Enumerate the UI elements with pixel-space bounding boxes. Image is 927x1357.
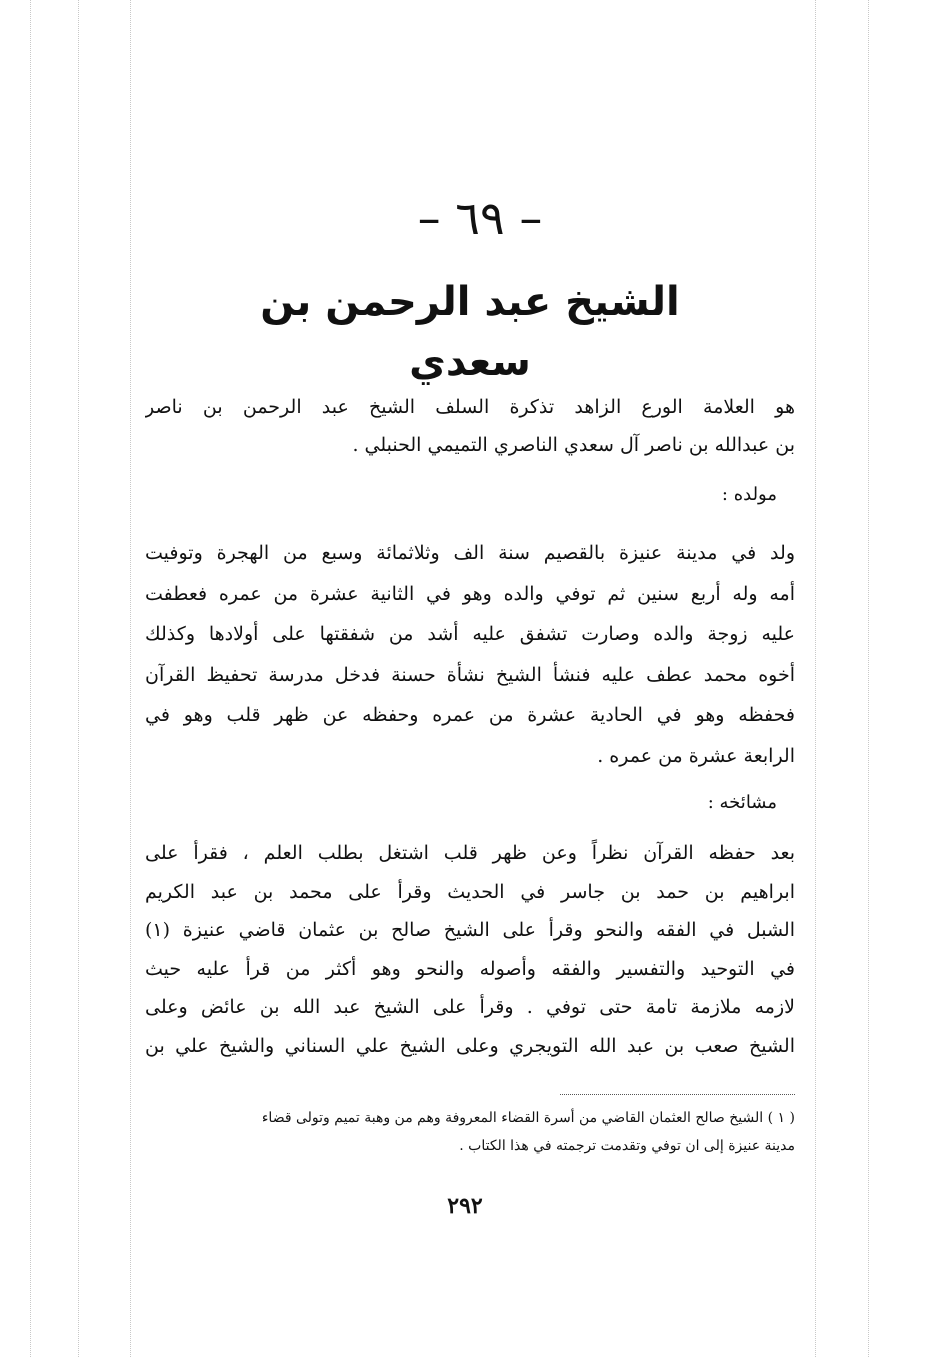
birth-line: أخوه محمد عطف عليه فنشأ الشيخ نشأة حسنة فدخل مدرسة تحفيظ القرآن bbox=[145, 663, 795, 686]
scan-dotted-line bbox=[78, 0, 79, 1357]
birth-line: عليه زوجة والده وصارت تشفق عليه أشد من شفقتها على أولادها وكذلك bbox=[145, 623, 795, 645]
scan-dotted-line bbox=[130, 0, 131, 1357]
page-title: الشيخ عبد الرحمن بن سعدي bbox=[260, 279, 680, 385]
birth-line: أمه وله أربع سنين ثم توفي والده وهو في الثانية عشرة من عمره فعطفت bbox=[145, 582, 795, 605]
intro-line: بن عبدالله بن ناصر آل سعدي الناصري التميمي الحنبلي . bbox=[352, 434, 795, 456]
entry-number: – ٦٩ – bbox=[417, 191, 543, 245]
teachers-line: الشيخ صعب بن عبد الله التويجري وعلى الشيخ علي السناني والشيخ علي بن bbox=[145, 1034, 795, 1057]
footnote bbox=[145, 1104, 795, 1160]
scan-dotted-line bbox=[815, 0, 816, 1357]
teachers-line: بعد حفظه القرآن نظراً وعن ظهر قلب اشتغل بطلب العلم ، فقرأ على bbox=[145, 842, 795, 864]
birth-paragraph bbox=[145, 533, 795, 776]
teachers-line: في التوحيد والتفسير والفقه وأصوله والنحو وهو أكثر من قرأ عليه حيث bbox=[145, 957, 795, 980]
teachers-heading: مشائخه : bbox=[707, 792, 777, 813]
scan-dotted-line bbox=[30, 0, 31, 1357]
teachers-line: الشبل في الفقه والنحو وقرأ على الشيخ صالح بن عثمان قاضي عنيزة (١) bbox=[145, 919, 795, 941]
birth-line: الرابعة عشرة من عمره . bbox=[597, 744, 795, 767]
footnote-separator bbox=[560, 1094, 795, 1095]
teachers-line: لازمه ملازمة تامة حتى توفي . وقرأ على الشيخ عبد الله بن عائض وعلى bbox=[145, 996, 795, 1018]
scan-dotted-line bbox=[868, 0, 869, 1357]
birth-line: ولد في مدينة عنيزة بالقصيم سنة الف وثلاثمائة وسبع من الهجرة وتوفيت bbox=[145, 542, 795, 564]
page-number: ٢٩٢ bbox=[447, 1193, 483, 1219]
intro-paragraph bbox=[145, 388, 795, 464]
footnote-line: ( ١ ) الشيخ صالح العثمان القاضي من أسرة القضاء المعروفة وهم من وهبة تميم وتولى قضاء bbox=[261, 1110, 795, 1126]
birth-line: فحفظه وهو في الحادية عشرة من عمره وحفظه عن ظهر قلب وهو في bbox=[145, 704, 795, 726]
teachers-line: ابراهيم بن حمد بن جاسر في الحديث وقرأ على محمد بن عبد الكريم bbox=[145, 880, 795, 903]
intro-line: هو العلامة الورع الزاهد تذكرة السلف الشيخ عبد الرحمن بن ناصر bbox=[145, 396, 795, 418]
teachers-paragraph bbox=[145, 834, 795, 1065]
footnote-line: مدينة عنيزة إلى ان توفي وتقدمت ترجمته في هذا الكتاب . bbox=[459, 1138, 795, 1154]
birth-heading: مولده : bbox=[721, 484, 777, 505]
